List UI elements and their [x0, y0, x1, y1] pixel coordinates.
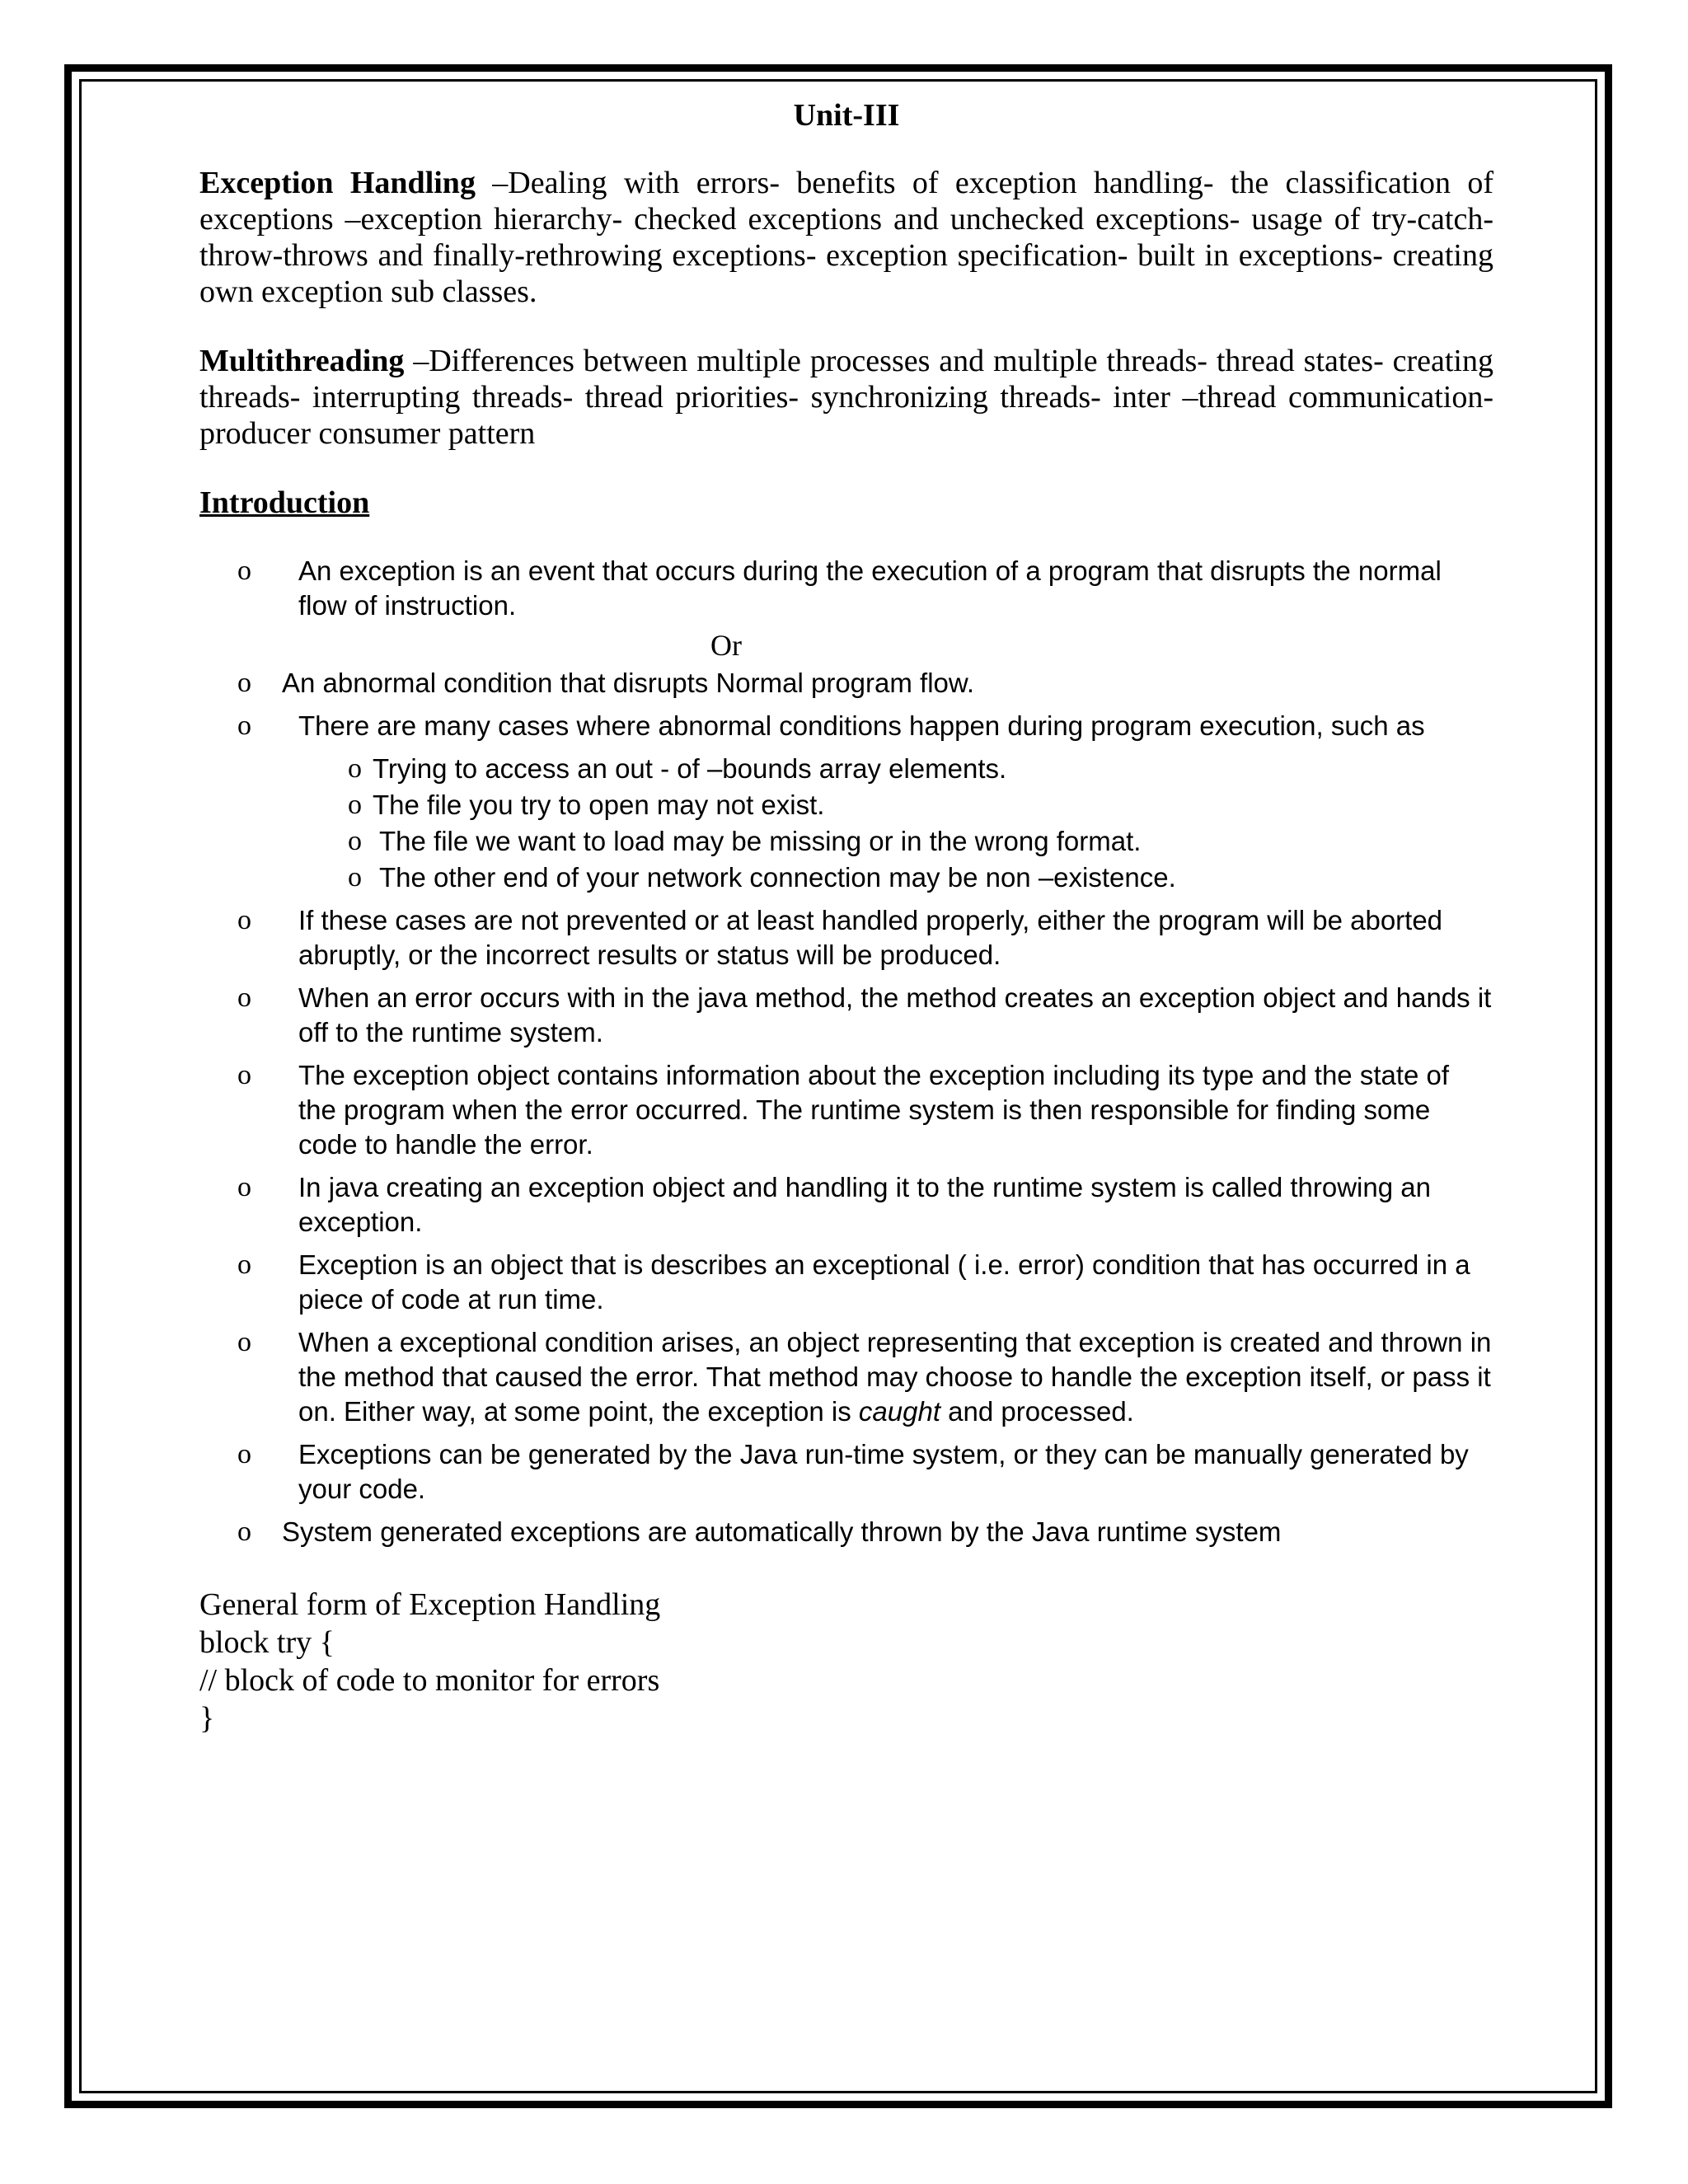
list-item: o Exception is an object that is describes an exceptional ( i.e. error) condition that has occurred in a piece of code at run time. [237, 1249, 1470, 1315]
code-line: // block of code to monitor for errors [199, 1663, 660, 1698]
list-item: o System generated exceptions are automatically thrown by the Java runtime system [199, 1515, 1493, 1549]
introduction-list-cont [199, 666, 1493, 1549]
bullet: o [237, 710, 251, 741]
list-item: o When a exceptional condition arises, an object representing that exception is created and thrown in the method that caused the error. That method may choose to handle the exception itself, or pass it on. Either way, at some point, the exception is caught and processed. [237, 1327, 1492, 1427]
bullet: o [237, 1060, 251, 1090]
sub-list-item: o The file we want to load may be missing or in the wrong format. [199, 824, 1493, 859]
sub-list-item: o The other end of your network connection may be non –existence. [199, 860, 1493, 895]
bullet: o [237, 982, 251, 1013]
page-content [199, 89, 1493, 1737]
code-line: block try { [199, 1625, 335, 1660]
paragraph-heading: Multithreading [199, 344, 405, 378]
introduction-list [199, 554, 1493, 623]
page-title: Unit-III [793, 98, 900, 133]
sub-list-item: o Trying to access an out - of –bounds array elements. [199, 752, 1493, 786]
section-heading-introduction: Introduction [199, 485, 370, 520]
general-form-line: General form of Exception Handling [199, 1587, 661, 1622]
list-item: o An exception is an event that occurs during the execution of a program that disrupts the normal flow of instruction. [237, 555, 1442, 621]
bullet: o [237, 905, 251, 935]
bullet: o [237, 1439, 251, 1469]
emphasis-caught: caught [858, 1396, 941, 1427]
list-item: o When an error occurs with in the java method, the method creates an exception object and hands it off to the runtime system. [237, 982, 1492, 1047]
syllabus-multithreading [199, 343, 1493, 452]
bullet: o [237, 1327, 251, 1357]
paragraph-text: –Dealing with errors- benefits of exception handling- the classification of exceptions –exception hierarchy- checked exceptions and unchecked exceptions- usage of try-catch-throw-throws and finally-rethrowing exceptions- exception specification- built in exceptions- creating own exception sub classes. [199, 166, 1493, 309]
bullet: o [348, 826, 362, 856]
bullet: o [237, 555, 251, 586]
list-item: o There are many cases where abnormal conditions happen during program execution, such as [199, 709, 1493, 743]
list-item: o In java creating an exception object and handling it to the runtime system is called throwing an exception. [237, 1172, 1431, 1237]
bullet: o [348, 862, 362, 893]
list-item: o If these cases are not prevented or at least handled properly, either the program will be aborted abruptly, or the incorrect results or status will be produced. [237, 905, 1443, 970]
list-item: o Exceptions can be generated by the Java run-time system, or they can be manually generated by your code. [237, 1439, 1469, 1504]
list-item: o An abnormal condition that disrupts Normal program flow. [199, 666, 1493, 701]
paragraph-text: –Differences between multiple processes and multiple threads- thread states- creating threads- interrupting threads- thread priorities- synchronizing threads- inter –thread communication- producer consumer pattern [199, 344, 1493, 451]
sub-list-item: o The file you try to open may not exist. [199, 788, 1493, 823]
bullet: o [237, 1172, 251, 1202]
general-form-block [199, 1586, 1493, 1737]
code-line: } [199, 1701, 215, 1736]
or-separator: Or [710, 629, 742, 662]
bullet: o [237, 1249, 251, 1280]
syllabus-exception-handling [199, 165, 1493, 310]
paragraph-heading: Exception Handling [199, 166, 476, 200]
list-item: o The exception object contains information about the exception including its type and the state of the program when the error occurred. The runtime system is then responsible for finding some code to handle the error. [237, 1060, 1450, 1160]
bullet: o [237, 668, 251, 698]
bullet: o [348, 790, 362, 820]
bullet: o [237, 1516, 251, 1547]
bullet: o [348, 753, 362, 784]
